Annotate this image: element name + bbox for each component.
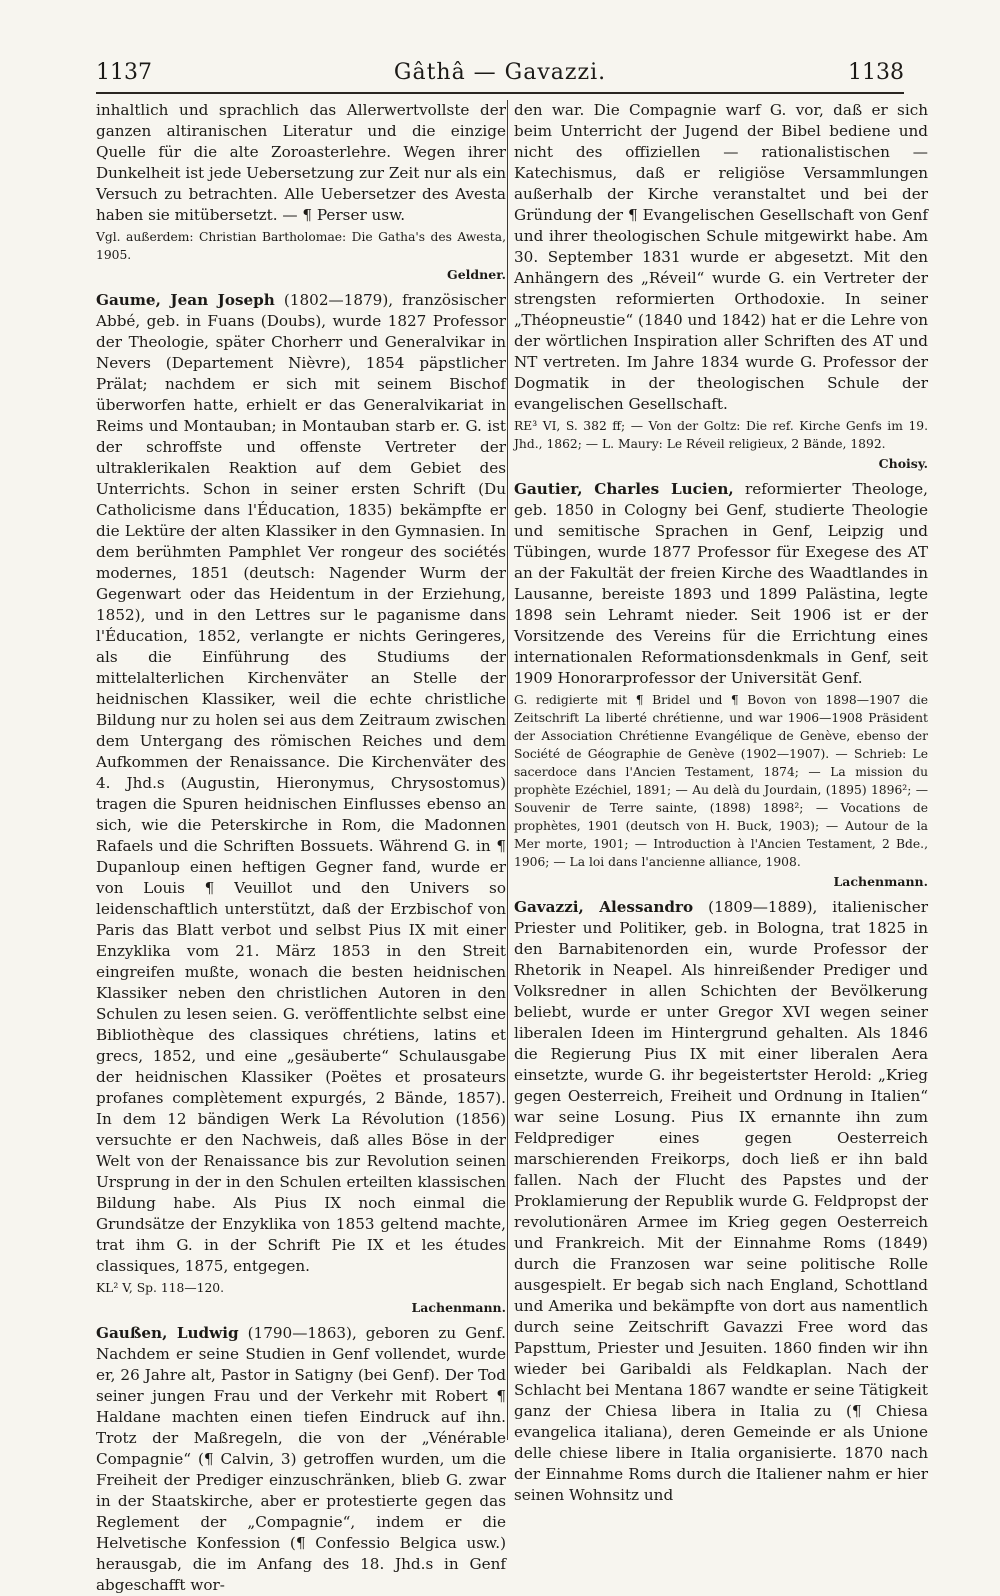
gavazzi-text: (1809—1889), italienischer Priester und Politiker, geb. in Bologna, trat 1825 in den Barnabitenorden ein, wurde Professor der Rhetorik in Neapel. Als hinreißender Prediger und Volksredner in allen Schichten der Bevölkerung beliebt, wurde er unter Gregor XVI wegen seiner liberalen Ideen im Hintergrund gehalten. Als 1846 die Regierung Pius IX mit einer liberalen Aera einsetzte, wurde G. ihr begeistertster Herold: „Krieg gegen Oesterreich, Freiheit und Ordnung in Italien“ war seine Losung. Pius IX ernannte ihn zum Feldprediger eines gegen Oesterreich marschierenden Freikorps, doch ließ er ihn bald fallen. Nach der Flucht des Papstes und der Proklamierung der Republik wurde G. Feldpropst der revolutionären Armee im Krieg gegen Oesterreich und Frankreich. Mit der Einnahme Roms (1849) durch die Franzosen war seine politische Rolle ausgespielt. Er begab sich nach England, Schottland und Amerika und bekämpfte von dort aus namentlich durch seine Zeitschrift Gavazzi Free word das Papsttum, Priester und Jesuiten. 1860 finden wir ihn wieder bei Garibaldi als Feldkaplan. Nach der Schlacht bei Mentana 1867 wandte er seine Tätigkeit ganz der Chiesa libera in Italia zu (¶ Chiesa evangelica italiana), deren Gemeinde er als Unione delle chiese libere in Italia organisierte. 1870 nach der Einnahme Roms durch die Italiener nahm er hier seinen Wohnsitz und [514, 898, 928, 1504]
page-number-left: 1137 [96, 59, 152, 85]
page-number-right: 1138 [848, 59, 904, 85]
page-header [96, 52, 904, 92]
gautier-text: reformierter Theologe, geb. 1850 in Cologny bei Genf, studierte Theologie und semitische Sprachen in Genf, Leipzig und Tübingen, wurde 1877 Professor für Exegese des AT an der Fakultät der freien Kirche des Waadtlandes in Lausanne, bereiste 1893 und 1899 Palästina, legte 1898 sein Lehramt nieder. Seit 1906 ist er der Vorsitzende des Vereins für die Errichtung eines internationalen Reformationsdenkmals in Genf, seit 1909 Honorarprofessor der Universität Genf. [514, 480, 928, 687]
gautier-reference: G. redigierte mit ¶ Bridel und ¶ Bovon von 1898—1907 die Zeitschrift La liberté chrétienne, und war 1906—1908 Präsident der Association Chrétienne Evangélique de Genève, ebenso der Société de Géographie de Genève (1902—1907). — Schrieb: Le sacerdoce dans l'Ancien Testament, 1874; — La mission du prophète Ezéchiel, 1891; — Au delà du Jourdain, (1895) 1896²; — Souvenir de Terre sainte, (1898) 1898²; — Vocations de prophètes, 1901 (deutsch von H. Buck, 1903); — Autour de la Mer morte, 1901; — Introduction à l'Ancien Testament, 2 Bde., 1906; — La loi dans l'ancienne alliance, 1908. [514, 693, 928, 869]
gatha-author: Geldner. [447, 267, 506, 282]
gaume-author: Lachenmann. [411, 1300, 506, 1315]
gautier-author: Lachenmann. [833, 874, 928, 889]
entry-gautier [514, 479, 928, 689]
headword-gaume: Gaume, Jean Joseph [96, 291, 275, 309]
gatha-text: inhaltlich und sprachlich das Allerwertvollste der ganzen altiranischen Literatur und die einzige Quelle für die alte Zoroasterlehre. Wegen ihrer Dunkelheit ist jede Uebersetzung zur Zeit nur als ein Versuch zu betrachten. Alle Uebersetzer des Avesta haben sie mitübersetzt. — ¶ Perser usw. [96, 101, 506, 224]
gaume-text: (1802—1879), französischer Abbé, geb. in Fuans (Doubs), wurde 1827 Professor der Theologie, später Chorherr und Generalvikar in Nevers (Departement Nièvre), 1854 päpstlicher Prälat; nachdem er sich mit seinem Bischof überworfen hatte, erhielt er das Generalvikariat in Reims und Montauban; in Montauban starb er. G. ist der schroffste und offenste Vertreter der ultraklerikalen Reaktion auf dem Gebiet des Unterrichts. Schon in seiner ersten Schrift (Du Catholicisme dans l'Éducation, 1835) bekämpfte er die Lektüre der alten Klassiker in den Gymnasien. In dem berühmten Pamphlet Ver rongeur des sociétés modernes, 1851 (deutsch: Nagender Wurm der Gegenwart oder das Heidentum in der Erziehung, 1852), und in den Lettres sur le paganisme dans l'Éducation, 1852, verlangte er nichts Geringeres, als die Einführung des Studiums der mittelalterlichen Kirchenväter an Stelle der heidnischen Klassiker, weil die echte christliche Bildung nur zu holen sei aus dem Zeitraum zwischen dem Untergang des römischen Reiches und dem Aufkommen der Renaissance. Die Kirchenväter des 4. Jhd.s (Augustin, Hieronymus, Chrysostomus) tragen die Spuren heidnischen Einflusses ebenso an sich, wie die Peterskirche in Rom, die Madonnen Rafaels und die Schriften Bossuets. Während G. in ¶ Dupanloup einen heftigen Gegner fand, wurde er von Louis ¶ Veuillot und den Univers so leidenschaftlich unterstützt, daß der Erzbischof von Paris das Blatt verbot und selbst Pius IX mit einer Enzyklika vom 21. März 1853 in den Streit eingreifen mußte, wonach die besten heidnischen Klassiker neben den christlichen Autoren in den Schulen zu lesen seien. G. veröffentlichte selbst eine Bibliothèque des classiques chrétiens, latins et grecs, 1852, und eine „gesäuberte“ Schulausgabe der heidnischen Klassiker (Poëtes et prosateurs profanes complètement expurgés, 2 Bände, 1857). In dem 12 bändigen Werk La Révolution (1856) versuchte er den Nachweis, daß alles Böse in der Welt von der Renaissance bis zur Revolution seinen Ursprung in der in den Schulen erteilten klassischen Bildung habe. Als Pius IX noch einmal die Grundsätze der Enzyklika von 1853 geltend machte, trat ihm G. in der Schrift Pie IX et les études classiques, 1875, entgegen. [96, 291, 507, 1275]
headword-gautier: Gautier, Charles Lucien, [514, 480, 734, 498]
header-rule [96, 92, 904, 94]
headword-gavazzi: Gavazzi, Alessandro [514, 898, 694, 916]
gaume-reference: KL² V, Sp. 118—120. [96, 1281, 224, 1295]
gatha-reference: Vgl. außerdem: Christian Bartholomae: Die Gatha's des Awesta, 1905. [96, 230, 506, 262]
right-column [514, 100, 928, 1506]
column-divider [507, 100, 508, 1440]
headword-gaussen: Gaußen, Ludwig [96, 1324, 239, 1342]
running-title: Gâthâ — Gavazzi. [393, 59, 607, 85]
gaussen-author: Choisy. [878, 456, 928, 471]
gaussen-reference: RE³ VI, S. 382 ff; — Von der Goltz: Die ref. Kirche Genfs im 19. Jhd., 1862; — L. Maury: Le Réveil religieux, 2 Bände, 1892. [514, 419, 928, 451]
left-column [96, 100, 506, 1596]
gaussen-continued: den war. Die Compagnie warf G. vor, daß er sich beim Unterricht der Jugend der Bibel bediene und nicht des offiziellen — rationalistischen — Katechismus, daß er religiöse Versammlungen außerhalb der Kirche veranstaltet und bei der Gründung der ¶ Evangelischen Gesellschaft von Genf und ihrer theologischen Schule mitgewirkt habe. Am 30. September 1831 wurde er abgesetzt. Mit den Anhängern des „Réveil“ wurde G. ein Vertreter der strengsten reformierten Orthodoxie. In seiner „Théopneustie“ (1840 und 1842) hat er die Lehre von der wörtlichen Inspiration aller Schriften des AT und NT vertreten. Im Jahre 1834 wurde G. Professor der Dogmatik in der theologischen Schule der evangelischen Gesellschaft. [514, 101, 928, 413]
entry-gaume [96, 290, 506, 1277]
gaussen-text: (1790—1863), geboren zu Genf. Nachdem er seine Studien in Genf vollendet, wurde er, 26 Jahre alt, Pastor in Satigny (bei Genf). Der Tod seiner jungen Frau und der Verkehr mit Robert ¶ Haldane machten einen tiefen Eindruck auf ihn. Trotz der Maßregeln, die von der „Vénérable Compagnie“ (¶ Calvin, 3) getroffen wurden, um die Freiheit der Prediger einzuschränken, blieb G. zwar in der Staatskirche, aber er protestierte gegen das Reglement der „Compagnie“, indem er die Helvetische Konfession (¶ Confessio Belgica usw.) herausgab, die im Anfang des 18. Jhd.s in Genf abgeschafft wor- [96, 1324, 506, 1594]
entry-gavazzi [514, 897, 928, 1506]
entry-gaussen [96, 1323, 506, 1596]
